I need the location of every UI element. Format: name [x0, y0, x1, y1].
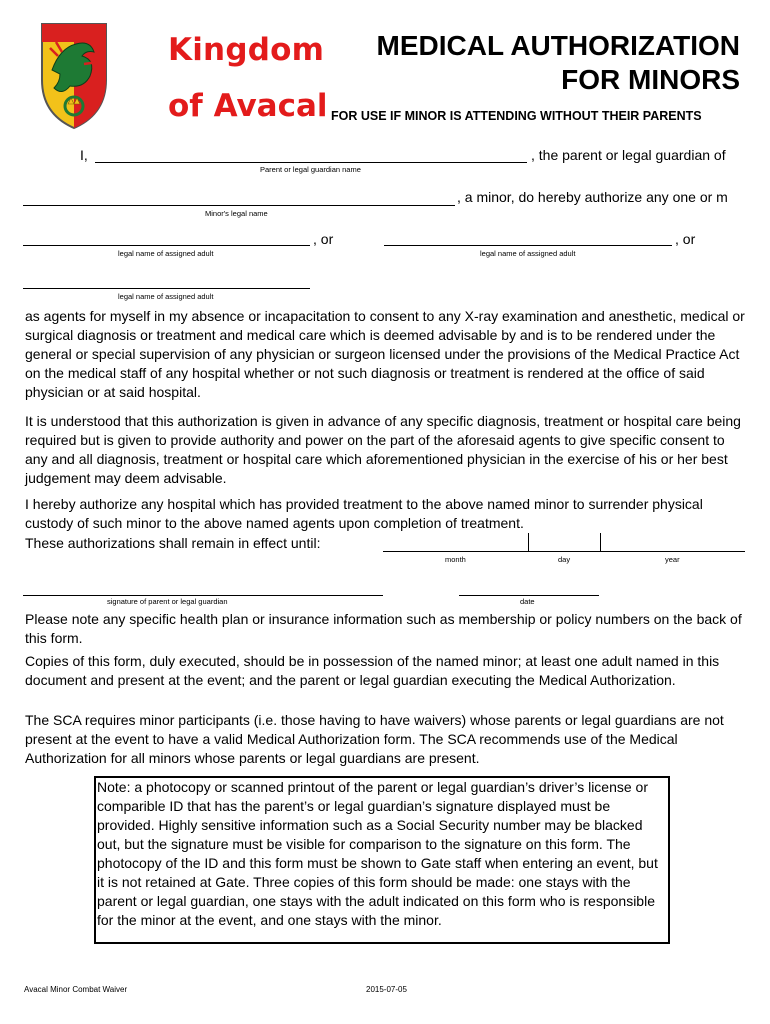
footer-version-date: 2015-07-05: [366, 985, 407, 994]
guardian-name-caption: Parent or legal guardian name: [260, 165, 361, 174]
brand-of-avacal: of Avacal: [168, 88, 328, 124]
date-divider: [600, 533, 601, 552]
paragraph-consent: as agents for myself in my absence or incapacitation to consent to any X-ray examination and anesthetic, medical or surgical diagnosis or treatment and medical care which is deemed advisable by and is to be rendered under the general or special supervision of any physician or surgeon licensed under the provisions of the Medical Practice Act on the medical staff of any hospital whether or not such diagnosis or treatment is rendered at the office of said physician or at said hospital.: [25, 308, 745, 400]
effective-until-label: These authorizations shall remain in effect until:: [25, 535, 321, 551]
paragraph-hospital-custody: I hereby authorize any hospital which has provided treatment to the above named minor to surrender physical custody of such minor to the above named agents upon completion of treatment.: [25, 496, 703, 531]
or-label-2: , or: [675, 231, 696, 247]
date-caption: date: [520, 597, 535, 606]
minor-name-caption: Minor's legal name: [205, 209, 268, 218]
footer-form-name: Avacal Minor Combat Waiver: [24, 985, 128, 994]
assigned-adult-3-caption: legal name of assigned adult: [118, 292, 214, 301]
guardian-name-field[interactable]: [95, 162, 527, 163]
month-caption: month: [445, 555, 466, 564]
day-caption: day: [558, 555, 571, 564]
minor-suffix: , a minor, do hereby authorize any one or m: [457, 189, 728, 205]
kingdom-shield-icon: [40, 22, 108, 130]
i-prefix: I,: [80, 147, 88, 163]
paragraph-sca-requirement: The SCA requires minor participants (i.e. those having to have waivers) whose parents or legal guardians are not present at the event to have a valid Medical Authorization form. The SCA recommends use of the Medical Authorization for all minors whose parents or legal guardians are present.: [25, 712, 724, 766]
page-subtitle: FOR USE IF MINOR IS ATTENDING WITHOUT THEIR PARENTS: [331, 109, 702, 123]
paragraph-copies: Copies of this form, duly executed, should be in possession of the named minor; at least one adult named in this document and present at the event; and the parent or legal guardian executing the Medical Authorization.: [25, 653, 720, 688]
date-divider: [528, 533, 529, 552]
assigned-adult-2-field[interactable]: [384, 245, 672, 246]
minor-name-field[interactable]: [23, 205, 455, 206]
page-title-line2: FOR MINORS: [561, 64, 740, 95]
effective-until-date-field[interactable]: [383, 551, 745, 552]
year-caption: year: [665, 555, 680, 564]
brand-kingdom: Kingdom: [168, 32, 325, 68]
guardian-suffix: , the parent or legal guardian of: [531, 147, 726, 163]
signature-caption: signature of parent or legal guardian: [107, 597, 228, 606]
assigned-adult-1-field[interactable]: [23, 245, 310, 246]
note-box: Note: a photocopy or scanned printout of the parent or legal guardian’s driver’s license or comparible ID that has the parent’s or legal guardian’s signature displayed must be provided. Highly sensitive information such as a Social Security number may be blacked out, but the signature must be visible for comparison to the signature on this form. The photocopy of the ID and this form must be shown to Gate staff when entering an event, but it is not retained at Gate. Three copies of this form should be made: one stays with the parent or legal guardian, one stays with the adult indicated on this form who is responsible for the minor at the event, and one stays with the minor.: [94, 776, 670, 944]
signature-date-field[interactable]: [459, 595, 599, 596]
paragraph-insurance: Please note any specific health plan or insurance information such as membership or policy numbers on the back of this form.: [25, 611, 742, 646]
page-title-line1: MEDICAL AUTHORIZATION: [376, 30, 740, 61]
guardian-signature-field[interactable]: [23, 595, 383, 596]
or-label-1: , or: [313, 231, 334, 247]
assigned-adult-3-field[interactable]: [23, 288, 310, 289]
assigned-adult-2-caption: legal name of assigned adult: [480, 249, 576, 258]
assigned-adult-1-caption: legal name of assigned adult: [118, 249, 214, 258]
paragraph-advance-authorization: It is understood that this authorization is given in advance of any specific diagnosis, treatment or hospital care being required but is given to provide authority and power on the part of the aforesaid agents to give specific consent to any and all diagnosis, treatment or hospital care which aforementioned physician in the exercise of his or her best judgement may deem advisable.: [25, 413, 741, 486]
